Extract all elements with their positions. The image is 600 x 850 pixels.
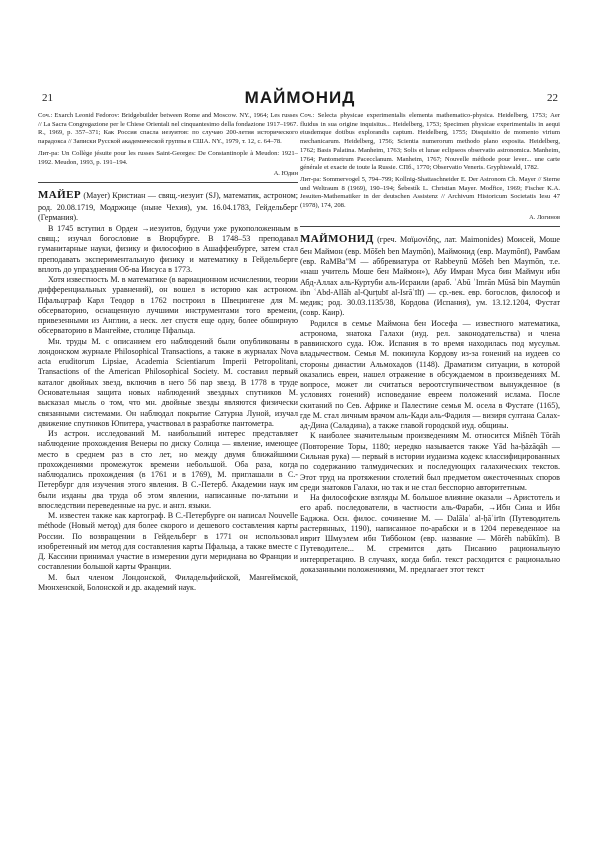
page-header bbox=[0, 88, 600, 110]
right-column bbox=[300, 112, 560, 842]
headword-maimonides: МАЙМОНИД bbox=[300, 232, 374, 245]
right-ref-literature: Лит-ра: Sommervogel 5, 794–799; Kollnig-Shattaschneider E. Der Astronom Ch. Mayer // Sterne und Weltraum 8 (1969), 190–194; Šebestík L. Christian Mayer. Modřice, 1969; Fischer K.A. Jesuiten-Mathematiker in der deutschen Assistenz // Archivum Historicum Societatis Iesu 47 (1978), 174, 208. bbox=[300, 175, 560, 210]
entry-mayer-intro bbox=[38, 189, 298, 224]
right-divider bbox=[300, 226, 560, 227]
maimonides-paragraph: К наиболее значительным произведениям М. относится Mišnēh Tōrāh (Повторение Торы, 1180; нередко называется также Yād ha-ḥăzāqāh — Сильная рука) — первый в истории иудаизма кодекс классифицированных по содержанию талмудических и последующих галахических текстов. Этот труд на протяжении столетий был предметом ожесточенных споров среди знатоков Галахи, но так и не стал бесспорно авторитетным. bbox=[300, 431, 560, 492]
mayer-paragraph: В 1745 вступил в Орден →иезуитов, будучи уже рукоположенным в свящ.; изучал богословие в Вюрцбурге. В 1748–53 преподавал гуманитарные науки, физику и философию в Ашаффенбурге, затем стал преподавать экспериментальную физику и математику в Гейдельберге вплоть до упразднения Об-ва Иисуса в 1773. bbox=[38, 223, 298, 274]
maimonides-paragraph: Родился в семье Маймона бен Иосефа — известного математика, астронома, знатока Галахи (иуд. рел. законодательства) и члена раввинского суда. Юж. Испания в то время находилась под мусульм. владычеством. Семья М. покинула Кордову из-за гонений на иудеев со стороны династии Альмохадов (1148). Драматизм ситуации, в которой оказались евреи, нашел отражение в обсуждаемом в произведениях М. вопросе, может ли считаться вероотступничеством вынужденное (в условиях гонений) исповедание евреем положений ислама. После скитаний по Сев. Африке и Палестине семья М. осела в Фустате (1165), где М. стал личным врачом аль-Кади аль-Фадиля — визиря султана Салах-ад-Дина (Саладина), а также главой городской иуд. общины. bbox=[300, 318, 560, 431]
headword-mayer: МАЙЕР bbox=[38, 189, 81, 202]
mayer-paragraph: Хотя известность М. в математике (в вариационном исчислении, теории дифференциальных уравнений), он вошел в историю как астроном. Пфальцграф Карл Теодор в 1762 построил в Швецингене для М. обсерваторию, оснащенную лучшими инструментами того времени, привезенными из Англии, а неск. лет спустя еще одну, более обширную обсерваторию в Мангейме, столице Пфальца. bbox=[38, 275, 298, 336]
page-number-right: 22 bbox=[547, 92, 558, 104]
right-top-signature: А. Логинов bbox=[529, 213, 560, 221]
entry-maimonides-intro bbox=[300, 233, 560, 319]
left-divider bbox=[38, 182, 298, 183]
left-ref-literature: Лит-ра: Un Collège jésuite pour les russes Saint-Georges: De Constantinople à Meudon: 1921–1992. Meudon, 1993, p. 191–194. bbox=[38, 149, 298, 166]
entry-maimonides-definition: (греч. Μαϊμονίδης, лат. Maimonides) Моисей, Моше бен Маймон (евр. Mōšeh ben Maymōn), Маймонид (евр. Maymōnī), Рамбам (евр. RaMBa"M — аббревиатура от Rabbeynū Mōšeh ben Maymōn, т.е. «наш учитель Моше бен Маймон»), Абу Имран Муса бин Маймун ибн Абд-Аллах аль-Куртуби аль-Исраили (араб. ʾAbū ʿImrān Mūsā bin Maymūn ibn ʿAbd-Allāh al-Qurṭubī al-Isrāʾīlī) — ср.-век. евр. богослов, философ и медик; род. 30.03.1135/38, Кордова (Испания), ум. 13.12.1204, Фустат (совр. Каир). bbox=[300, 234, 560, 318]
mayer-paragraph: Из астрон. исследований М. наибольший интерес представляет наблюдение прохождения Венеры по диску Солнца — явление, имеющее место в среднем раз в сто лет, но между двумя ближайшими прохождениями промежуток времени небольшой. Оба раза, когда наблюдались прохождения (в 1761 и в 1769), М. приглашали в С.-Петербург для изучения этого явления. В С.-Петерб. Академии наук им были изданы два труда об этом явлении, написанные по-латыни и впоследствии переведенные на рус. и англ. языки. bbox=[38, 429, 298, 510]
entry-mayer-definition: (Mayer) Кристиан — свящ.-иезуит (SJ), математик, астроном; род. 20.08.1719, Модржице (ныне Чехия), ум. 16.04.1783, Гейдельберг (Германия). bbox=[38, 191, 298, 223]
left-top-references bbox=[38, 112, 298, 177]
right-top-references bbox=[300, 112, 560, 221]
left-ref-works: Соч.: Exarch Leonid Fedorov: Bridgebuilder between Rome and Moscow. NY., 1964; Les russes // La Sacra Congregazione per le Chiese Orientali nel cinquantesimo della fondazione 1917–1967. R., 1969, p. 357–371; Как Россия спасла иезуитов: по случаю 200-летия исторического парадокса // Записки Русской академической группы в США. NY., 1979, т. 12, с. 64–78. bbox=[38, 112, 298, 146]
maimonides-paragraph: На философские взгляды М. большое влияние оказали →Аристотель и его араб. последователи, в частности аль-Фараби, →Ибн Сина и Ибн Баджжа. Осн. филос. сочинение М. — Dalālaʾ al-ḥāʾirīn (Путеводитель растерянных, 1190), написанное по-арабски и в 1204 переведенное на иврит Шмуэлем ибн Тиббоном (евр. название — Mōrēh nəbūkîm). В Путеводителе... М. стремится дать Писанию рациональную интерпретацию. В случаях, когда библ. текст расходится с рационально доказанными положениями, М. предлагает этот текст bbox=[300, 493, 560, 574]
mayer-paragraph: М. был членом Лондонской, Филадельфийской, Мангеймской, Мюнхенской, Болонской и др. академий наук. bbox=[38, 572, 298, 593]
mayer-paragraph: Мн. труды М. с описанием его наблюдений были опубликованы в лондонском журнале Philosophical Transactions, а также в журналах Nova acta eruditorum Lipsiae, Academia Scientiarum Imperii Petropolitani, Transactions of the American Philosophical Society. М. составил первый каталог двойных звезд, включив в него 56 пар звезд. В 1778 в труде Основательная защита новых наблюдений звездных спутников М. высказал мысль о том, что мн. двойные звезды являются физически связанными системами. Он наблюдал покрытие Сатурна Луной, изучал движение спутников Юпитера, участвовал в разработке пантометра. bbox=[38, 336, 298, 428]
left-column bbox=[38, 112, 298, 842]
left-top-signature: А. Юдин bbox=[273, 170, 298, 178]
right-ref-works: Соч.: Selecta physicae experimentalis elementa mathematico-physica. Heidelberg, 1753; Aer fluidus in sua origine inquisitus... Heidelberg, 1753; Specimen physicae experimentalis in aequi eiusdemque dotibus explorandis captum. Heidelberg, 1755; Disquisitio de momento virium mechanicarum. Heidelberg, 1756; Scientia numerorum methodo plano exposita. Heidelberg, 1762; Basis Palatina. Manheim, 1763; Solis et lunae eclipseos observatio astronomica. Manheim, 1764; Pantometrum Pacecclanum. Manheim, 1767; Nouvelle méthode pour lever... une carte générale et exacte de toute la Russie. СПб., 1770; Observatio Veneris. Gryphiswald, 1782. bbox=[300, 112, 560, 172]
page-number-left: 21 bbox=[42, 92, 53, 104]
mayer-paragraph: М. известен также как картограф. В С.-Петербурге он написал Nouvelle méthode (Новый метод) для более скорого и дешевого составления карты России. По возвращении в Гейдельберг в 1771 он использовал изобретенный им метод для составления карты Пфальца, а также вместе с Д. Кассини принимал участие в измерении дуги меридиана во Франции и составлении большой карты Франции. bbox=[38, 511, 298, 572]
running-title: МАЙМОНИД bbox=[244, 88, 356, 107]
